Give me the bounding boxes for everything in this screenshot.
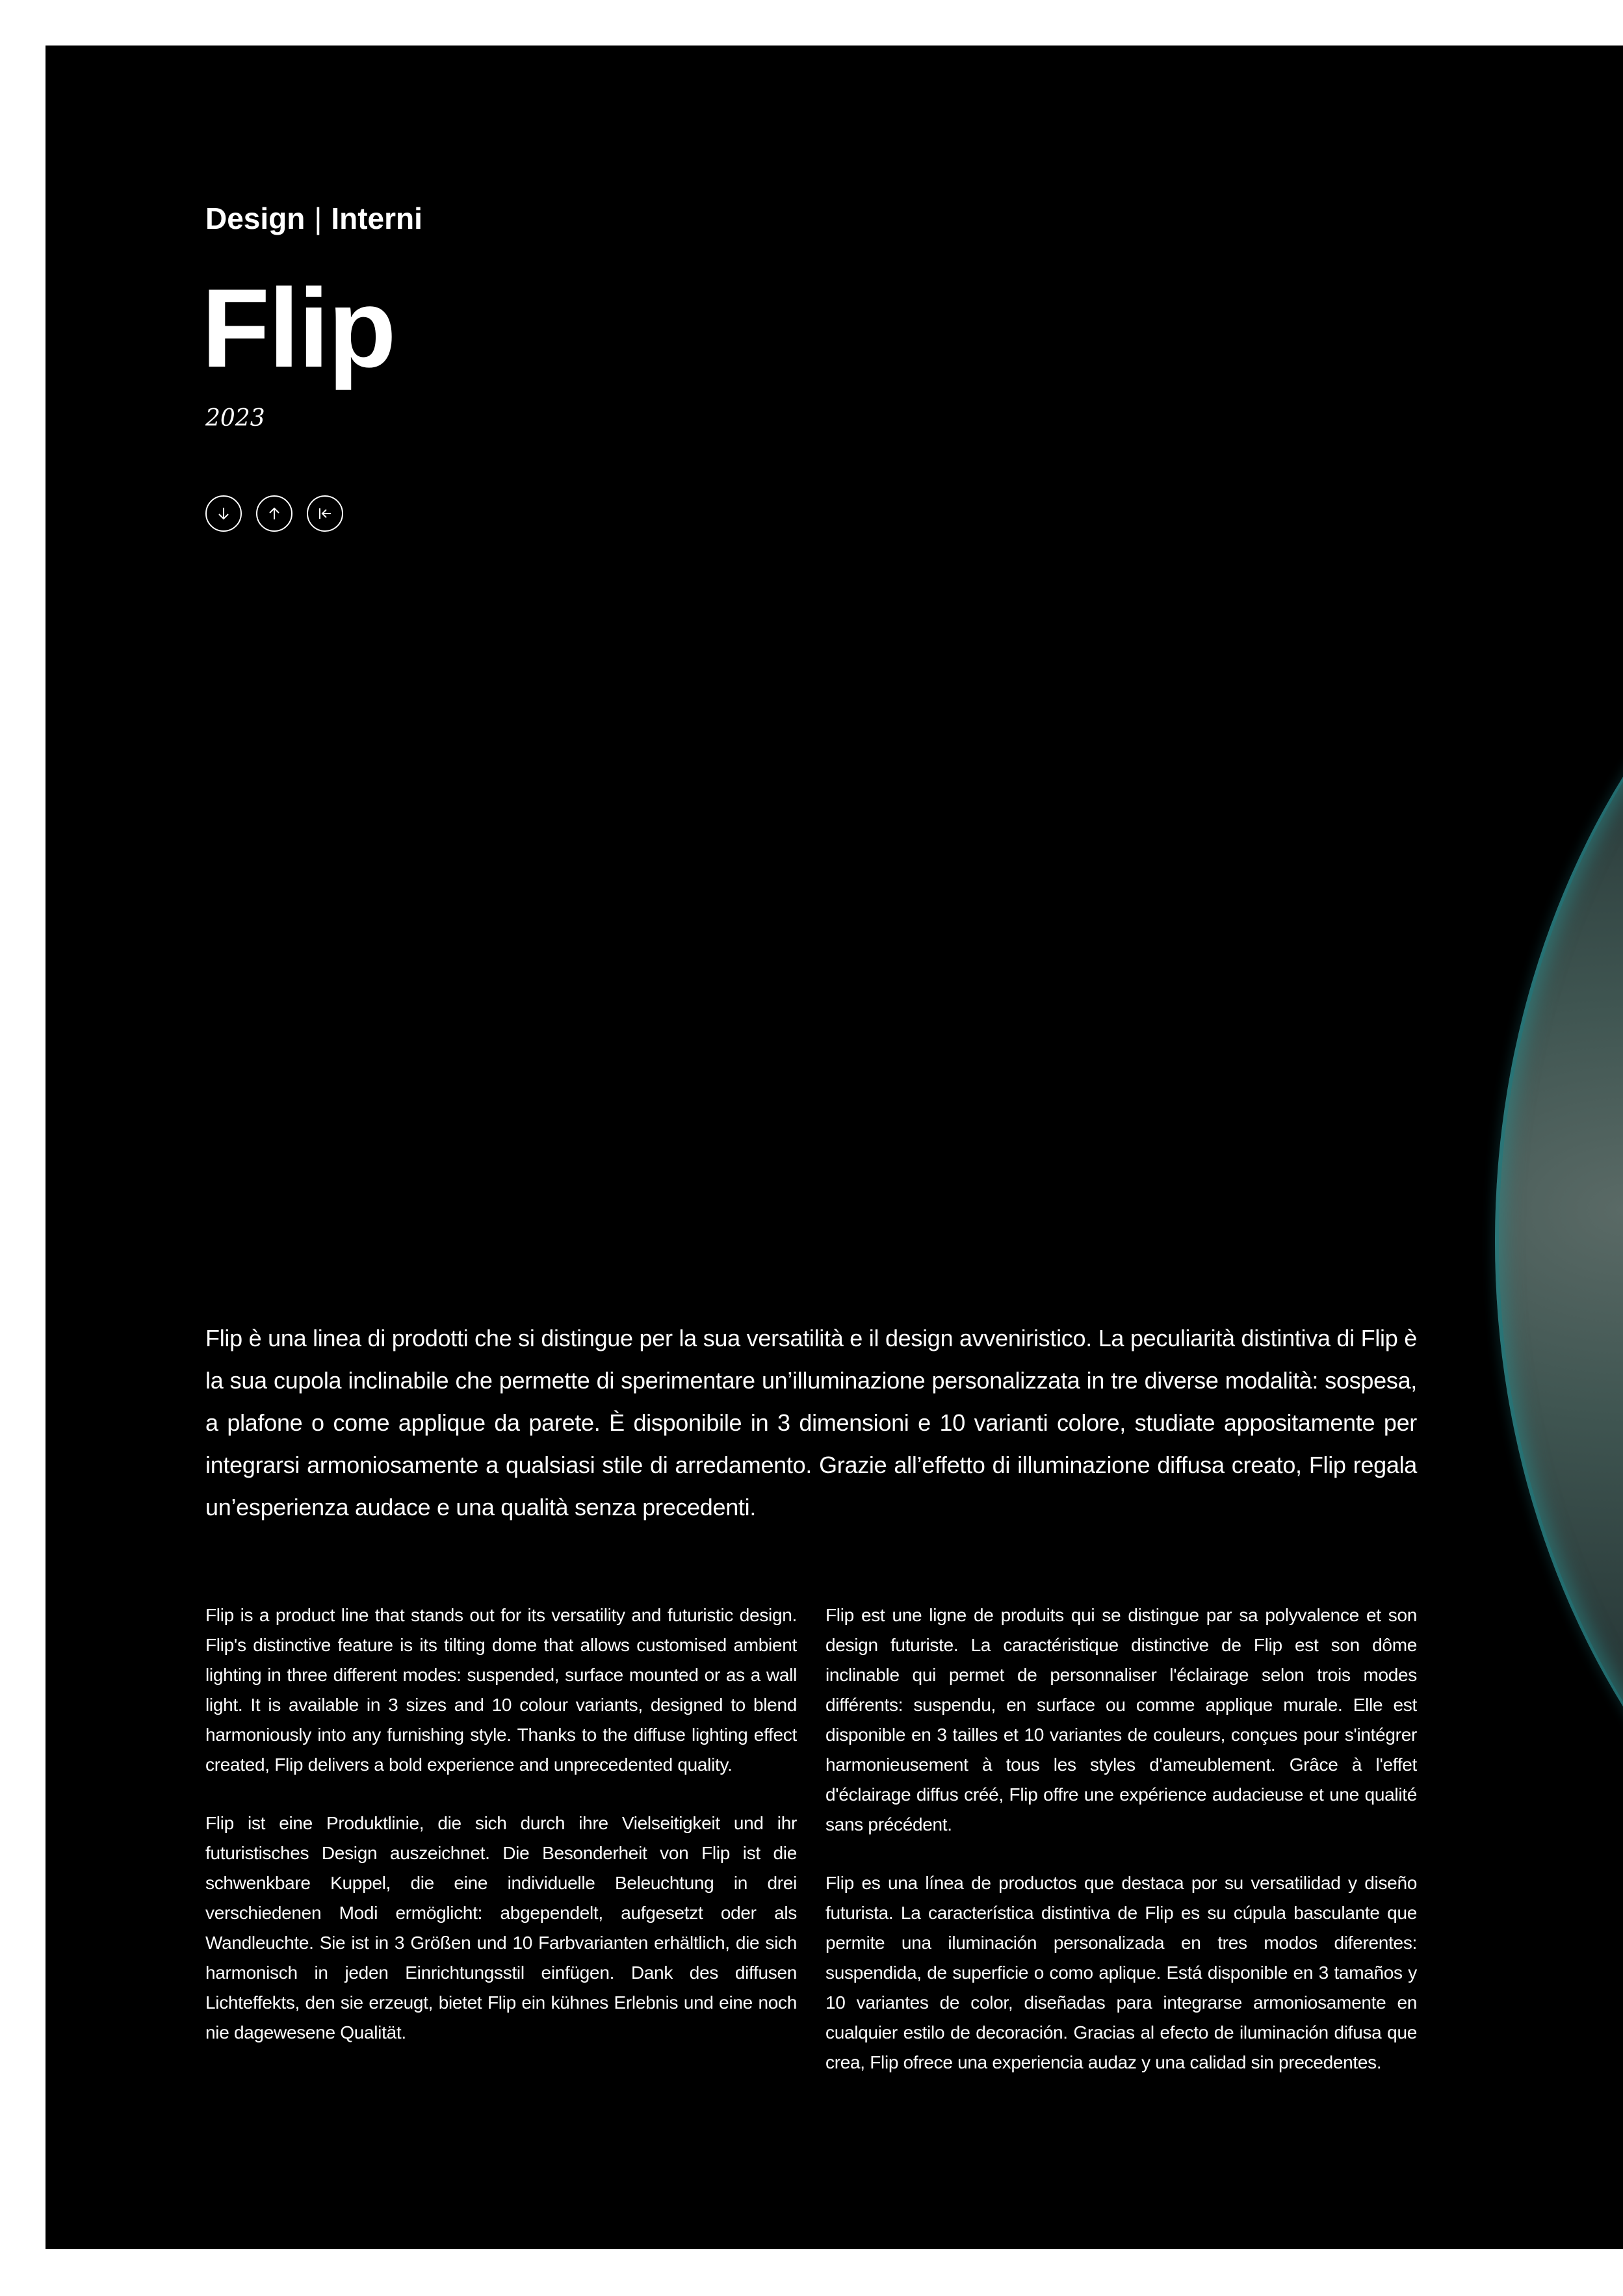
lamp-dome-rim (1495, 462, 1623, 2022)
brand-header (205, 200, 422, 237)
navigation-icons (205, 495, 343, 532)
product-title: Flip (201, 266, 395, 391)
brand-separator: | (314, 202, 322, 235)
text-column-left (205, 1600, 797, 2076)
brand-interni: Interni (331, 202, 422, 235)
arrow-up-icon[interactable] (256, 495, 292, 532)
description-italian: Flip è una linea di prodotti che si distingue per la sua versatilità e il design avveniristico. La peculiarità distintiva di Flip è la sua cupola inclinabile che permette di sperimentare un’illuminazione personalizzata in tre diverse modalità: sospesa, a plafone o come applique da parete. È disponibile in 3 dimensioni e 10 varianti colore, studiate appositamente per integrarsi armoniosamente a qualsiasi stile di arredamento. Grazie all’effetto di illuminazione diffusa creato, Flip regala un’esperienza audace e una qualità senza precedenti. (205, 1325, 1417, 1520)
text-column-right (825, 1600, 1417, 2106)
description-french: Flip est une ligne de produits qui se distingue par sa polyvalence et son design futuriste. La caractéristique distinctive de Flip est son dôme inclinable qui permet de personnaliser l'éclairage selon trois modes différents: suspendu, en surface ou comme applique murale. Elle est disponible en 3 tailles et 10 variantes de couleurs, conçues pour s'intégrer harmonieusement à tous les styles d'ameublement. Grâce à l'effet d'éclairage diffus créé, Flip offre une expérience audacieuse et une qualité sans précédent. (825, 1605, 1417, 1834)
arrow-down-icon[interactable] (205, 495, 242, 532)
brand-design: Design (205, 202, 305, 235)
product-year: 2023 (205, 405, 265, 432)
description-spanish: Flip es una línea de productos que destaca por su versatilidad y diseño futurista. La característica distintiva de Flip es su cúpula basculante que permite una iluminación personalizada en tres modos diferentes: suspendida, de superficie o como aplique. Está disponible en 3 tamaños y 10 variantes de color, diseñadas para integrarse armoniosamente en cualquier estilo de decoración. Gracias al efecto de iluminación difusa que crea, Flip ofrece una experiencia audaz y una calidad sin precedentes. (825, 1873, 1417, 2072)
description-german: Flip ist eine Produktlinie, die sich durch ihre Vielseitigkeit und ihr futuristisches Design auszeichnet. Die Besonderheit von Flip ist die schwenkbare Kuppel, die eine individuelle Beleuchtung in drei verschiedenen Modi ermöglicht: abgependelt, aufgesetzt oder als Wandleuchte. Sie ist in 3 Größen und 10 Farbvarianten erhältlich, die sich harmonisch in jeden Einrichtungsstil einfügen. Dank des diffusen Lichteffekts, den sie erzeugt, bietet Flip ein kühnes Erlebnis und eine noch nie dagewesene Qualität. (205, 1813, 797, 2042)
arrow-left-bar-icon[interactable] (307, 495, 343, 532)
description-english: Flip is a product line that stands out for its versatility and futuristic design. Flip's distinctive feature is its tilting dome that allows customised ambient lighting in three different modes: suspended, surface mounted or as a wall light. It is available in 3 sizes and 10 colour variants, designed to blend harmoniously into any furnishing style. Thanks to the diffuse lighting effect created, Flip delivers a bold experience and unprecedented quality. (205, 1605, 797, 1775)
